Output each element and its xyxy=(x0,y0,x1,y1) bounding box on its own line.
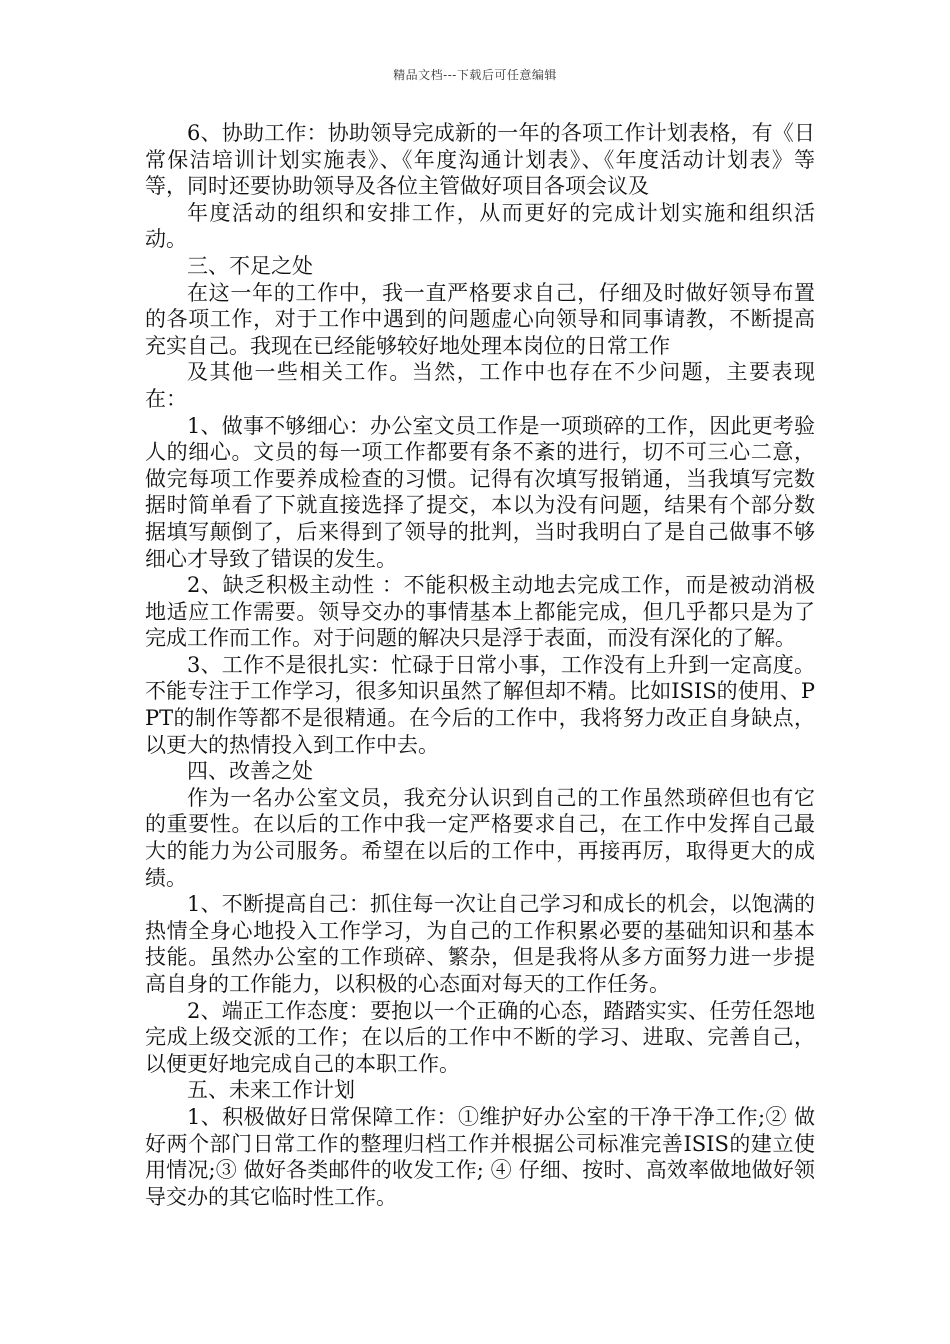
paragraph-lack-initiative: 2、缺乏积极主动性 ：不能积极主动地去完成工作，而是被动消极地适应工作需要。领导交办的事情基本上都能完成，但几乎都只是为了完成工作而工作。对于问题的解决只是浮于表面，而没有深化的了解。 xyxy=(145,573,815,651)
paragraph-not-solid: 3、工作不是很扎实：忙碌于日常小事，工作没有上升到一定高度。不能专注于工作学习，很多知识虽然了解但却不精。比如ISIS的使用、PPT的制作等都不是很精通。在今后的工作中，我将努力改正自身缺点，以更大的热情投入到工作中去。 xyxy=(145,652,815,757)
paragraph-assist-work: 6、协助工作：协助领导完成新的一年的各项工作计划表格，有《日常保洁培训计划实施表》、《年度沟通计划表》、《年度活动计划表》等等，同时还要协助领导及各位主管做好项目各项会议及 xyxy=(145,121,815,199)
paragraph-attitude: 2、端正工作态度：要抱以一个正确的心态，踏踏实实、任劳任怨地完成上级交派的工作；在以后的工作中不断的学习、进取、完善自己，以便更好地完成自己的本职工作。 xyxy=(145,998,815,1076)
section-heading-future-plan: 五、未来工作计划 xyxy=(187,1078,355,1103)
paragraph-self-improvement: 1、不断提高自己：抓住每一次让自己学习和成长的机会，以饱满的热情全身心地投入工作学习，为自己的工作积累必要的基础知识和基本技能。虽然办公室的工作琐碎、繁杂，但是我将从多方面努力进一步提高自身的工作能力，以积极的心态面对每天的工作任务。 xyxy=(145,892,815,996)
paragraph-annual-activities: 年度活动的组织和安排工作，从而更好的完成计划实施和组织活动。 xyxy=(145,200,815,252)
paragraph-daily-support: 1、积极做好日常保障工作：①维护好办公室的干净干净工作;② 做好两个部门日常工作的整理归档工作并根据公司标准完善ISIS的建立使用情况;③ 做好各类邮件的收发工作; ④ 仔细、按时、高效率做地做好领导交办的其它临时性工作。 xyxy=(145,1104,815,1209)
paragraph-improvements-intro: 作为一名办公室文员，我充分认识到自己的工作虽然琐碎但也有它的重要性。在以后的工作中我一定严格要求自己，在工作中发挥自己最大的能力为公司服务。希望在以后的工作中，再接再厉，取得更大的成绩。 xyxy=(145,785,815,890)
section-heading-improvements: 四、改善之处 xyxy=(187,759,313,784)
paragraph-not-careful: 1、做事不够细心：办公室文员工作是一项琐碎的工作，因此更考验人的细心。文员的每一项工作都要有条不紊的进行，切不可三心二意，做完每项工作要养成检查的习惯。记得有次填写报销通，当我填写完数据时简单看了下就直接选择了提交，本以为没有问题，结果有个部分数据填写颠倒了，后来得到了领导的批判，当时我明白了是自己做事不够细心才导致了错误的发生。 xyxy=(145,413,815,571)
page-header: 精品文档---下载后可任意编辑 xyxy=(393,68,557,82)
document-body xyxy=(145,120,815,1210)
paragraph-shortcomings-intro-cont: 及其他一些相关工作。当然，工作中也存在不少问题，主要表现在： xyxy=(145,360,815,411)
section-heading-shortcomings: 三、不足之处 xyxy=(187,253,313,278)
paragraph-shortcomings-intro: 在这一年的工作中，我一直严格要求自己，仔细及时做好领导布置的各项工作，对于工作中遇到的问题虚心向领导和同事请教，不断提高充实自己。我现在已经能够较好地处理本岗位的日常工作 xyxy=(145,280,815,358)
